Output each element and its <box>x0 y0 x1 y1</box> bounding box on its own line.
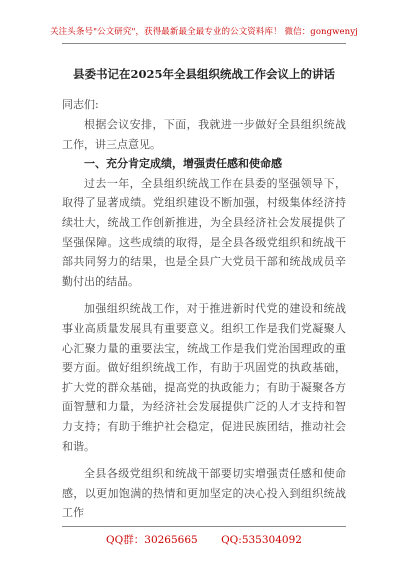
paragraph-responsibility: 全县各级党组织和统战干部要切实增强责任感和使命感，以更加饱满的热情和更加坚定的决心投入到组织统战工作 <box>62 467 346 520</box>
paragraph-achievements: 过去一年，全县组织统战工作在县委的坚强领导下，取得了显著成绩。党组织建设不断加强，村级集体经济持续壮大，统战工作创新推进，为全县经济社会发展提供了坚强保障。这些成绩的取得，是全县各级党组织和统战干部共同努力的结果，也是全县广大党员干部和统战成员辛勤付出的结晶。 <box>62 176 346 288</box>
section-heading-1: 一、充分肯定成绩，增强责任感和使命感 <box>84 157 282 171</box>
footer <box>0 532 408 547</box>
footer-qq-group: QQ群：30265665 <box>106 534 198 546</box>
header-divider <box>62 43 346 44</box>
paragraph-significance: 加强组织统战工作，对于推进新时代党的建设和统战事业高质量发展具有重要意义。组织工作是我们党凝聚人心汇聚力量的重要法宝，统战工作是我们党治国理政的重要方面。做好组织统战工作，有助于巩固党的执政基础，扩大党的群众基础，提高党的执政能力；有助于凝聚各方面智慧和力量，为经济社会发展提供广泛的人才支持和智力支持；有助于维护社会稳定，促进民族团结，推动社会和谐。 <box>62 302 346 453</box>
header-banner: 关注头条号"公文研究"，获得最新最全最专业的公文资料库！ 微信：gongwenyj <box>50 27 358 37</box>
salutation: 同志们: <box>62 98 99 111</box>
footer-divider <box>62 526 346 527</box>
footer-qq: QQ:535304092 <box>221 534 302 546</box>
document-body <box>62 115 346 523</box>
document-title: 县委书记在2025年全县组织统战工作会议上的讲话 <box>72 67 335 81</box>
paragraph-intro: 根据会议安排，下面，我就进一步做好全县组织统战工作，讲三点意见。 <box>62 118 346 151</box>
